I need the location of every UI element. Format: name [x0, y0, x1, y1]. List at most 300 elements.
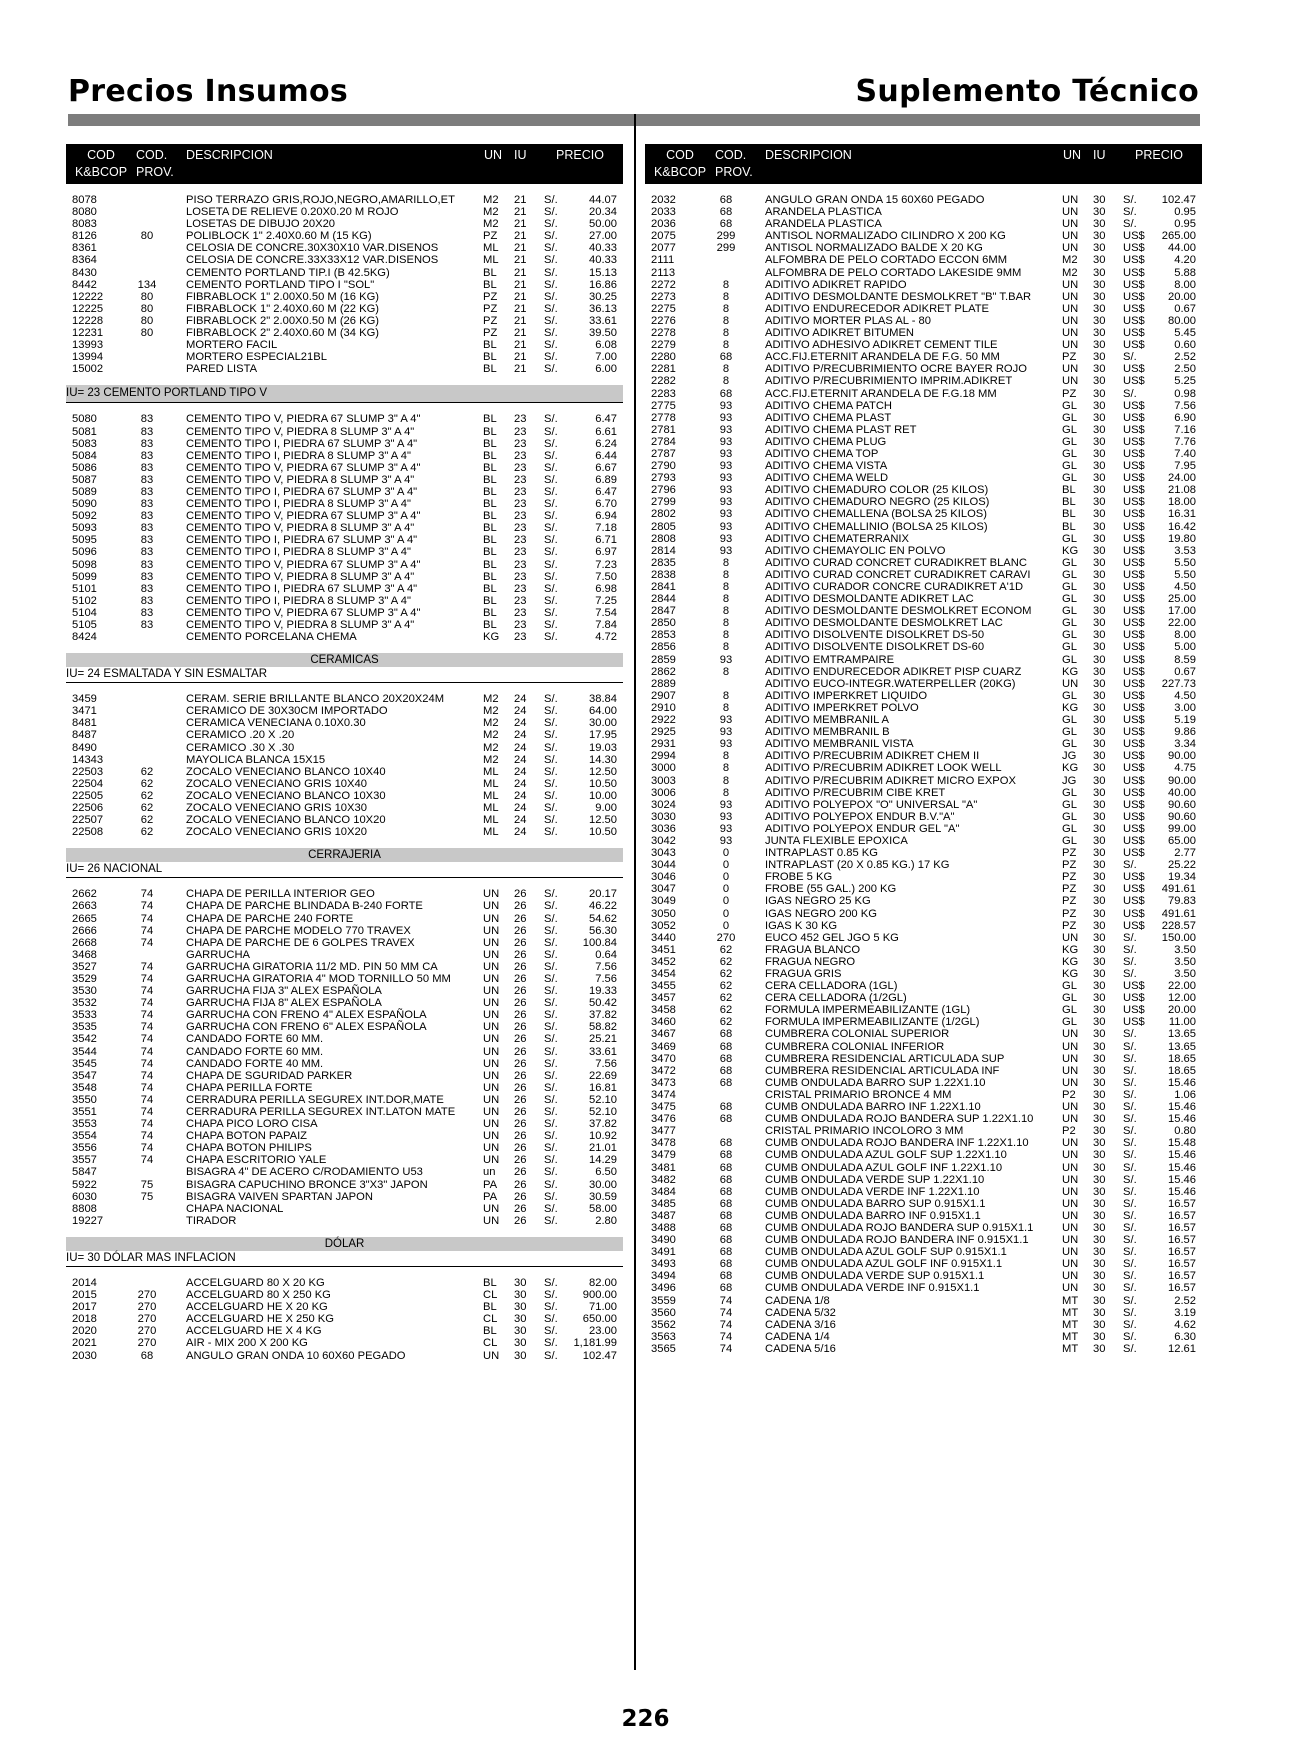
cell-desc: ADITIVO IMPERKRET POLVO	[765, 701, 919, 714]
cell-price: 19.03	[589, 741, 617, 754]
cell-prov: 62	[719, 955, 733, 968]
cell-iu: 24	[514, 765, 527, 778]
cell-currency: S/.	[544, 1033, 558, 1046]
cell-un: UN	[483, 972, 500, 985]
table-row	[645, 436, 1202, 448]
cell-un: GL	[1062, 810, 1077, 823]
cell-un: BL	[483, 558, 497, 571]
cell-iu: 30	[1093, 919, 1106, 932]
cell-cod: 3482	[651, 1173, 676, 1186]
cell-un: UN	[483, 985, 500, 998]
cell-cod: 3533	[72, 1009, 97, 1022]
cell-iu: 30	[1093, 665, 1106, 678]
cell-price: 491.61	[1161, 883, 1196, 896]
table-row	[66, 766, 623, 778]
table-row	[645, 1077, 1202, 1089]
cell-currency: S/.	[1123, 955, 1137, 968]
table-row	[645, 762, 1202, 774]
cell-iu: 30	[1093, 931, 1106, 944]
cell-cod: 5092	[72, 510, 97, 523]
cell-un: BL	[483, 413, 497, 426]
cell-un: PZ	[1062, 351, 1077, 364]
cell-desc: ADITIVO CURADOR CONCRE CURADIKRET A'1D	[765, 581, 1024, 593]
cell-un: UN	[483, 1009, 500, 1022]
cell-cod: 3548	[72, 1081, 97, 1094]
cell-currency: S/.	[544, 327, 558, 340]
cell-currency: S/.	[1123, 194, 1137, 206]
cell-prov: 93	[719, 714, 733, 727]
header-iu: IU	[514, 148, 527, 162]
cell-cod: 2796	[651, 484, 676, 497]
table-row	[645, 1319, 1202, 1331]
cell-currency: S/.	[1123, 387, 1137, 400]
header-precio: PRECIO	[556, 148, 604, 162]
table-row	[66, 742, 623, 754]
cell-desc: CEMENTO TIPO V, PIEDRA 8 SLUMP 3" A 4"	[186, 425, 415, 438]
cell-iu: 26	[514, 997, 527, 1010]
cell-currency: S/.	[1123, 1270, 1137, 1283]
cell-iu: 26	[514, 1045, 527, 1058]
cell-desc: CUMB ONDULADA BARRO INF 0.915X1.1	[765, 1209, 981, 1222]
cell-un: UN	[1062, 278, 1079, 291]
table-row	[645, 1210, 1202, 1222]
cell-desc: CERAMICA VENECIANA 0.10X0.30	[186, 717, 366, 730]
cell-desc: ADITIVO CHEMADURO COLOR (25 KILOS)	[765, 484, 989, 497]
cell-desc: INTRAPLAST 0.85 KG	[765, 847, 878, 860]
cell-desc: ANTISOL NORMALIZADO CILINDRO X 200 KG	[765, 230, 1006, 243]
cell-iu: 30	[1093, 484, 1106, 497]
table-row	[66, 438, 623, 450]
cell-price: 2.52	[1174, 1294, 1196, 1307]
cell-currency: S/.	[1123, 943, 1137, 956]
cell-cod: 3559	[651, 1294, 676, 1307]
cell-desc: CEMENTO PORTLAND TIPO I "SOL"	[186, 278, 375, 291]
cell-un: BL	[483, 437, 497, 450]
cell-prov: 68	[719, 1270, 733, 1283]
cell-cod: 2802	[651, 508, 676, 521]
cell-prov: 93	[719, 520, 733, 533]
cell-currency: US$	[1123, 532, 1145, 545]
cell-cod: 3545	[72, 1057, 97, 1070]
cell-price: 6.61	[595, 425, 617, 438]
cell-cod: 2814	[651, 544, 676, 557]
cell-iu: 24	[514, 826, 527, 839]
cell-un: UN	[1062, 1282, 1079, 1295]
cell-prov: 93	[719, 544, 733, 557]
table-row	[645, 787, 1202, 799]
cell-desc: CHAPA DE PERILLA INTERIOR GEO	[186, 888, 375, 901]
cell-iu: 30	[1093, 254, 1106, 267]
cell-iu: 21	[514, 327, 527, 340]
cell-cod: 12222	[72, 290, 104, 303]
cell-price: 0.95	[1174, 218, 1196, 231]
cell-desc: CUMBRERA RESIDENCIAL ARTICULADA SUP	[765, 1052, 1005, 1065]
table-row	[645, 400, 1202, 412]
cell-desc: CHAPA PERILLA FORTE	[186, 1081, 313, 1094]
table-row	[645, 545, 1202, 557]
table-row	[645, 230, 1202, 242]
left-price-column	[66, 144, 623, 1362]
cell-iu: 26	[514, 1118, 527, 1131]
cell-currency: S/.	[544, 1178, 558, 1191]
cell-un: M2	[483, 729, 499, 742]
cell-price: 5.00	[1174, 641, 1196, 654]
table-row	[66, 888, 623, 900]
cell-prov: 74	[140, 900, 154, 913]
table-row	[66, 534, 623, 546]
cell-prov: 8	[722, 327, 730, 340]
cell-currency: S/.	[544, 449, 558, 462]
cell-price: 15.46	[1168, 1101, 1196, 1114]
cell-cod: 2279	[651, 339, 676, 352]
cell-currency: US$	[1123, 919, 1145, 932]
cell-prov: 93	[719, 472, 733, 485]
cell-price: 6.24	[595, 437, 617, 450]
cell-iu: 30	[1093, 955, 1106, 968]
cell-desc: ADITIVO DESMOLDANTE DESMOLKRET LAC	[765, 617, 1003, 630]
cell-un: GL	[1062, 738, 1077, 751]
cell-currency: S/.	[544, 254, 558, 267]
cell-currency: S/.	[544, 631, 558, 644]
cell-currency: S/.	[544, 302, 558, 315]
cell-currency: S/.	[1123, 1234, 1137, 1247]
cell-currency: S/.	[544, 972, 558, 985]
cell-price: 30.00	[589, 1178, 617, 1191]
cell-prov: 62	[719, 968, 733, 980]
cell-iu: 23	[514, 461, 527, 474]
cell-prov: 80	[140, 290, 154, 303]
cell-currency: S/.	[544, 985, 558, 998]
cell-iu: 24	[514, 789, 527, 802]
cell-desc: GARRUCHA FIJA 8" ALEX ESPAÑOLA	[186, 997, 382, 1010]
cell-un: GL	[1062, 581, 1077, 593]
cell-iu: 30	[1093, 1234, 1106, 1247]
cell-un: UN	[1062, 363, 1079, 376]
cell-iu: 30	[1093, 1197, 1106, 1210]
cell-un: BL	[483, 606, 497, 619]
cell-desc: ADITIVO P/RECUBRIM ADIKRET MICRO EXPOX	[765, 774, 1016, 787]
cell-desc: ADITIVO CHEMA TOP	[765, 447, 879, 460]
cell-currency: S/.	[1123, 1113, 1137, 1126]
cell-desc: ADITIVO DESMOLDANTE DESMOLKRET "B" T.BAR	[765, 290, 1032, 303]
table-row	[645, 871, 1202, 883]
cell-iu: 30	[1093, 1342, 1106, 1355]
cell-prov: 68	[719, 1040, 733, 1053]
cell-prov: 68	[719, 1076, 733, 1089]
cell-price: 4.20	[1174, 254, 1196, 267]
cell-currency: US$	[1123, 810, 1145, 823]
cell-iu: 30	[1093, 556, 1106, 569]
cell-prov: 83	[140, 510, 154, 523]
cell-prov: 68	[719, 1161, 733, 1174]
cell-un: UN	[1062, 302, 1079, 315]
table-row	[66, 339, 623, 351]
table-row	[645, 496, 1202, 508]
cell-price: 0.67	[1174, 665, 1196, 678]
table-row	[645, 1246, 1202, 1258]
cell-cod: 2856	[651, 641, 676, 654]
cell-un: M2	[1062, 266, 1078, 279]
cell-currency: S/.	[544, 924, 558, 937]
cell-iu: 30	[1093, 278, 1106, 291]
cell-cod: 3563	[651, 1330, 676, 1343]
cell-cod: 2925	[651, 726, 676, 739]
cell-un: PZ	[1062, 919, 1077, 932]
cell-cod: 2018	[72, 1313, 97, 1326]
cell-iu: 26	[514, 1154, 527, 1167]
cell-prov: 62	[719, 980, 733, 993]
table-row	[645, 1113, 1202, 1125]
table-row	[66, 729, 623, 741]
cell-un: UN	[483, 960, 500, 973]
cell-desc: CRISTAL PRIMARIO BRONCE 4 MM	[765, 1088, 952, 1101]
cell-un: KG	[483, 631, 500, 644]
cell-currency: US$	[1123, 617, 1145, 630]
cell-price: 21.01	[589, 1142, 617, 1155]
table-row	[645, 702, 1202, 714]
cell-price: 38.84	[589, 693, 617, 706]
cell-iu: 30	[1093, 1173, 1106, 1186]
cell-iu: 30	[1093, 810, 1106, 823]
cell-cod: 2036	[651, 218, 676, 231]
section-subtitle: IU= 24 ESMALTADA Y SIN ESMALTAR	[66, 667, 623, 683]
table-row	[645, 1270, 1202, 1282]
cell-price: 10.50	[589, 826, 617, 839]
cell-desc: ACCELGUARD HE X 4 KG	[186, 1325, 322, 1338]
table-row	[645, 1016, 1202, 1028]
table-row	[645, 303, 1202, 315]
cell-price: 7.56	[595, 960, 617, 973]
cell-cod: 5102	[72, 594, 97, 607]
cell-prov: 68	[719, 1101, 733, 1114]
table-row	[645, 775, 1202, 787]
cell-prov: 68	[719, 1221, 733, 1234]
cell-prov: 8	[722, 701, 730, 714]
cell-price: 13.65	[1168, 1028, 1196, 1041]
cell-iu: 30	[1093, 1318, 1106, 1331]
cell-prov: 93	[719, 653, 733, 666]
cell-prov: 93	[719, 460, 733, 473]
cell-currency: US$	[1123, 1004, 1145, 1017]
cell-prov: 74	[140, 1045, 154, 1058]
table-row	[66, 1325, 623, 1337]
table-row	[66, 1033, 623, 1045]
cell-prov: 0	[722, 919, 730, 932]
cell-currency: S/.	[544, 339, 558, 352]
cell-cod: 2017	[72, 1301, 97, 1314]
cell-prov: 93	[719, 834, 733, 847]
cell-iu: 30	[1093, 242, 1106, 255]
cell-iu: 23	[514, 425, 527, 438]
cell-un: M2	[483, 194, 499, 206]
cell-un: PZ	[483, 302, 498, 315]
cell-currency: S/.	[544, 693, 558, 706]
cell-un: UN	[1062, 194, 1079, 206]
cell-cod: 2889	[651, 677, 676, 690]
cell-iu: 26	[514, 1033, 527, 1046]
cell-cod: 12225	[72, 302, 104, 315]
cell-iu: 21	[514, 218, 527, 231]
header-desc: DESCRIPCION	[186, 148, 273, 162]
cell-cod: 2793	[651, 472, 676, 485]
cell-un: GL	[1062, 714, 1077, 727]
cell-iu: 24	[514, 741, 527, 754]
cell-desc: GARRUCHA CON FRENO 6" ALEX ESPAÑOLA	[186, 1021, 427, 1034]
table-row	[645, 1089, 1202, 1101]
table-row	[645, 714, 1202, 726]
cell-currency: US$	[1123, 822, 1145, 835]
cell-un: PZ	[483, 327, 498, 340]
cell-prov: 93	[719, 496, 733, 509]
cell-desc: CHAPA NACIONAL	[186, 1202, 284, 1215]
table-row	[645, 847, 1202, 859]
table-row	[645, 508, 1202, 520]
cell-price: 102.47	[582, 1349, 617, 1362]
cell-desc: CERRADURA PERILLA SEGUREX INT.LATON MATE	[186, 1106, 456, 1118]
cell-iu: 30	[1093, 399, 1106, 412]
cell-desc: MORTERO ESPECIAL21BL	[186, 351, 327, 364]
section-subtitle: IU= 26 NACIONAL	[66, 862, 623, 878]
cell-price: 15.13	[589, 266, 617, 279]
cell-price: 10.00	[589, 789, 617, 802]
cell-desc: CUMB ONDULADA VERDE INF 1.22X1.10	[765, 1185, 980, 1198]
cell-prov: 134	[137, 278, 157, 291]
cell-cod: 2805	[651, 520, 676, 533]
cell-iu: 30	[1093, 1101, 1106, 1114]
table-row	[645, 1174, 1202, 1186]
cell-cod: 2781	[651, 423, 676, 436]
table-row	[645, 1137, 1202, 1149]
cell-currency: S/.	[1123, 1088, 1137, 1101]
cell-prov: 8	[722, 774, 730, 787]
table-row	[66, 826, 623, 838]
cell-iu: 30	[1093, 1088, 1106, 1101]
cell-iu: 30	[1093, 617, 1106, 630]
cell-price: 12.50	[589, 814, 617, 827]
cell-desc: ADITIVO MEMBRANIL B	[765, 726, 890, 739]
cell-desc: ADITIVO P/RECUBRIMIENTO IMPRIM.ADIKRET	[765, 375, 1013, 388]
cell-prov: 74	[140, 1130, 154, 1143]
cell-prov: 83	[140, 425, 154, 438]
cell-un: BL	[483, 425, 497, 438]
cell-iu: 30	[1093, 327, 1106, 340]
cell-price: 0.80	[1174, 1125, 1196, 1138]
cell-price: 64.00	[589, 705, 617, 718]
cell-desc: CERAM. SERIE BRILLANTE BLANCO 20X20X24M	[186, 693, 445, 706]
cell-currency: S/.	[1123, 1246, 1137, 1259]
cell-prov: 93	[719, 738, 733, 751]
table-row	[66, 1009, 623, 1021]
cell-price: 3.50	[1174, 968, 1196, 980]
cell-cod: 8424	[72, 631, 97, 644]
table-row	[645, 895, 1202, 907]
cell-currency: US$	[1123, 290, 1145, 303]
cell-iu: 30	[1093, 714, 1106, 727]
cell-price: 6.00	[595, 363, 617, 376]
cell-price: 25.00	[1168, 593, 1196, 606]
header-prov: COD. PROV.	[136, 148, 174, 179]
cell-cod: 22503	[72, 765, 104, 778]
table-row	[645, 557, 1202, 569]
cell-un: UN	[483, 1202, 500, 1215]
cell-un: PZ	[483, 290, 498, 303]
cell-desc: ADITIVO CHEMALLENA (BOLSA 25 KILOS)	[765, 508, 987, 521]
cell-iu: 26	[514, 1190, 527, 1203]
cell-un: UN	[483, 1214, 500, 1227]
cell-desc: CEMENTO TIPO V, PIEDRA 67 SLUMP 3" A 4"	[186, 510, 421, 523]
table-row	[645, 1186, 1202, 1198]
table-row	[66, 1118, 623, 1130]
cell-iu: 23	[514, 498, 527, 511]
cell-price: 7.56	[1174, 399, 1196, 412]
table-row	[66, 1154, 623, 1166]
table-row	[645, 932, 1202, 944]
cell-cod: 2668	[72, 936, 97, 949]
cell-prov: 83	[140, 413, 154, 426]
cell-price: 1.06	[1174, 1088, 1196, 1101]
table-row	[645, 533, 1202, 545]
cell-prov: 8	[722, 581, 730, 593]
cell-cod: 2853	[651, 629, 676, 642]
cell-currency: S/.	[544, 1349, 558, 1362]
cell-price: 15.46	[1168, 1161, 1196, 1174]
cell-price: 9.86	[1174, 726, 1196, 739]
cell-cod: 3491	[651, 1246, 676, 1259]
table-row	[645, 666, 1202, 678]
cell-desc: ADITIVO CHEMATERRANIX	[765, 532, 909, 545]
table-row	[66, 949, 623, 961]
cell-currency: US$	[1123, 581, 1145, 593]
cell-cod: 3452	[651, 955, 676, 968]
cell-currency: S/.	[1123, 1173, 1137, 1186]
table-row	[645, 1053, 1202, 1065]
cell-desc: ACC.FIJ.ETERNIT ARANDELA DE F.G.18 MM	[765, 387, 997, 400]
cell-desc: CERRADURA PERILLA SEGUREX INT.DOR,MATE	[186, 1093, 444, 1106]
cell-cod: 3496	[651, 1282, 676, 1295]
cell-un: UN	[483, 1130, 500, 1143]
cell-price: 16.31	[1168, 508, 1196, 521]
cell-iu: 30	[1093, 677, 1106, 690]
cell-desc: CEMENTO TIPO V, PIEDRA 8 SLUMP 3" A 4"	[186, 473, 415, 486]
cell-iu: 30	[1093, 1282, 1106, 1295]
cell-currency: S/.	[544, 582, 558, 595]
cell-price: 0.60	[1174, 339, 1196, 352]
cell-un: MT	[1062, 1330, 1079, 1343]
cell-iu: 23	[514, 619, 527, 631]
cell-prov: 0	[722, 859, 730, 872]
cell-iu: 30	[1093, 230, 1106, 243]
cell-prov: 0	[722, 907, 730, 920]
cell-price: 30.25	[589, 290, 617, 303]
cell-price: 16.42	[1168, 520, 1196, 533]
cell-iu: 30	[1093, 1149, 1106, 1162]
table-row	[66, 583, 623, 595]
cell-iu: 30	[1093, 581, 1106, 593]
table-row	[66, 778, 623, 790]
cell-cod: 3476	[651, 1113, 676, 1126]
cell-price: 4.72	[595, 631, 617, 644]
cell-un: UN	[483, 1033, 500, 1046]
cell-currency: US$	[1123, 254, 1145, 267]
cell-iu: 30	[1093, 1221, 1106, 1234]
cell-prov: 93	[719, 508, 733, 521]
table-row	[66, 997, 623, 1009]
cell-un: ML	[483, 802, 499, 815]
cell-cod: 5096	[72, 546, 97, 559]
table-row	[645, 859, 1202, 871]
cell-price: 90.60	[1168, 810, 1196, 823]
cell-un: BL	[483, 278, 497, 291]
